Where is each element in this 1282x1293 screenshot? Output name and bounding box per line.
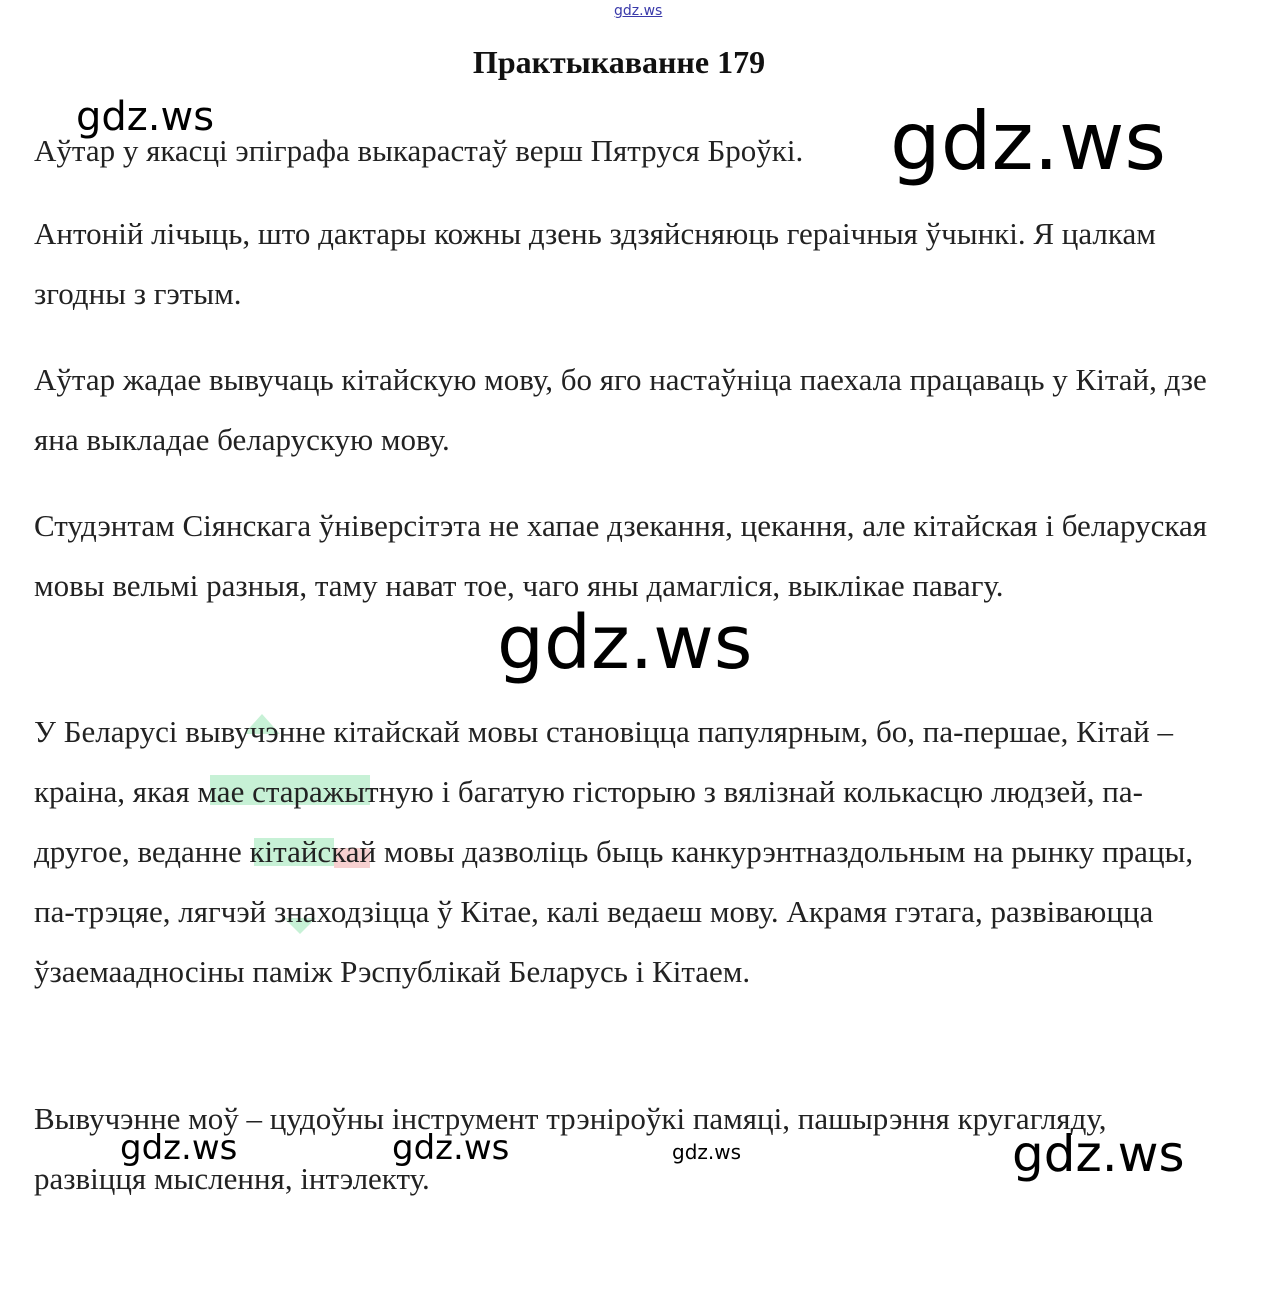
watermark-logo: gdz.ws bbox=[1012, 1125, 1185, 1183]
paragraph-2: Антоній лічыць, што дактары кожны дзень здзяйсняюць гераічныя ўчынкі. Я цалкам згодны з гэтым. bbox=[34, 216, 1156, 311]
page-title: Практыкаванне 179 bbox=[472, 44, 766, 80]
watermark-logo: gdz.ws bbox=[392, 1128, 510, 1168]
paragraph-1: Аўтар у якасці эпіграфа выкарастаў верш Пятруся Броўкі. bbox=[34, 133, 804, 168]
paragraph-4: Студэнтам Сіянскага ўніверсітэта не хапае дзекання, цекання, але кітайская і беларуская мовы вельмі разныя, таму нават тое, чаго яны дамагліся, выклікае павагу. bbox=[34, 508, 1208, 603]
paragraph-6: Вывучэнне моў – цудоўны інструмент трэніроўкі памяці, пашырэння кругагляду, развіцця мыслення, інтэлекту. bbox=[34, 1101, 1107, 1196]
watermark-logo: gdz.ws bbox=[497, 600, 753, 686]
watermark-logo: gdz.ws bbox=[672, 1140, 742, 1164]
paragraph-3: Аўтар жадае вывучаць кітайскую мову, бо яго настаўніца паехала працаваць у Кітай, дзе яна выкладае беларускую мову. bbox=[34, 362, 1207, 457]
watermark-logo: gdz.ws bbox=[76, 94, 215, 140]
watermark-top-link[interactable]: gdz.ws bbox=[614, 3, 663, 19]
paragraph-5: У Беларусі вывучэнне кітайскай мовы становіцца папулярным, бо, па-першае, Кітай – краіна, якая мае старажытную і багатую гісторыю з вялізнай колькасцю людзей, па-другое, веданне кітайскай мовы дазволіць быць канкурэнтназдольным на рынку працы, па-трэцяе, лягчэй знаходзіцца ў Кітае, калі ведаеш мову. Акрамя гэтага, развіваюцца ўзаемаадносіны паміж Рэспублікай Беларусь і Кітаем. bbox=[34, 714, 1194, 989]
watermark-logo: gdz.ws bbox=[884, 102, 1172, 182]
watermark-logo: gdz.ws bbox=[120, 1128, 238, 1168]
